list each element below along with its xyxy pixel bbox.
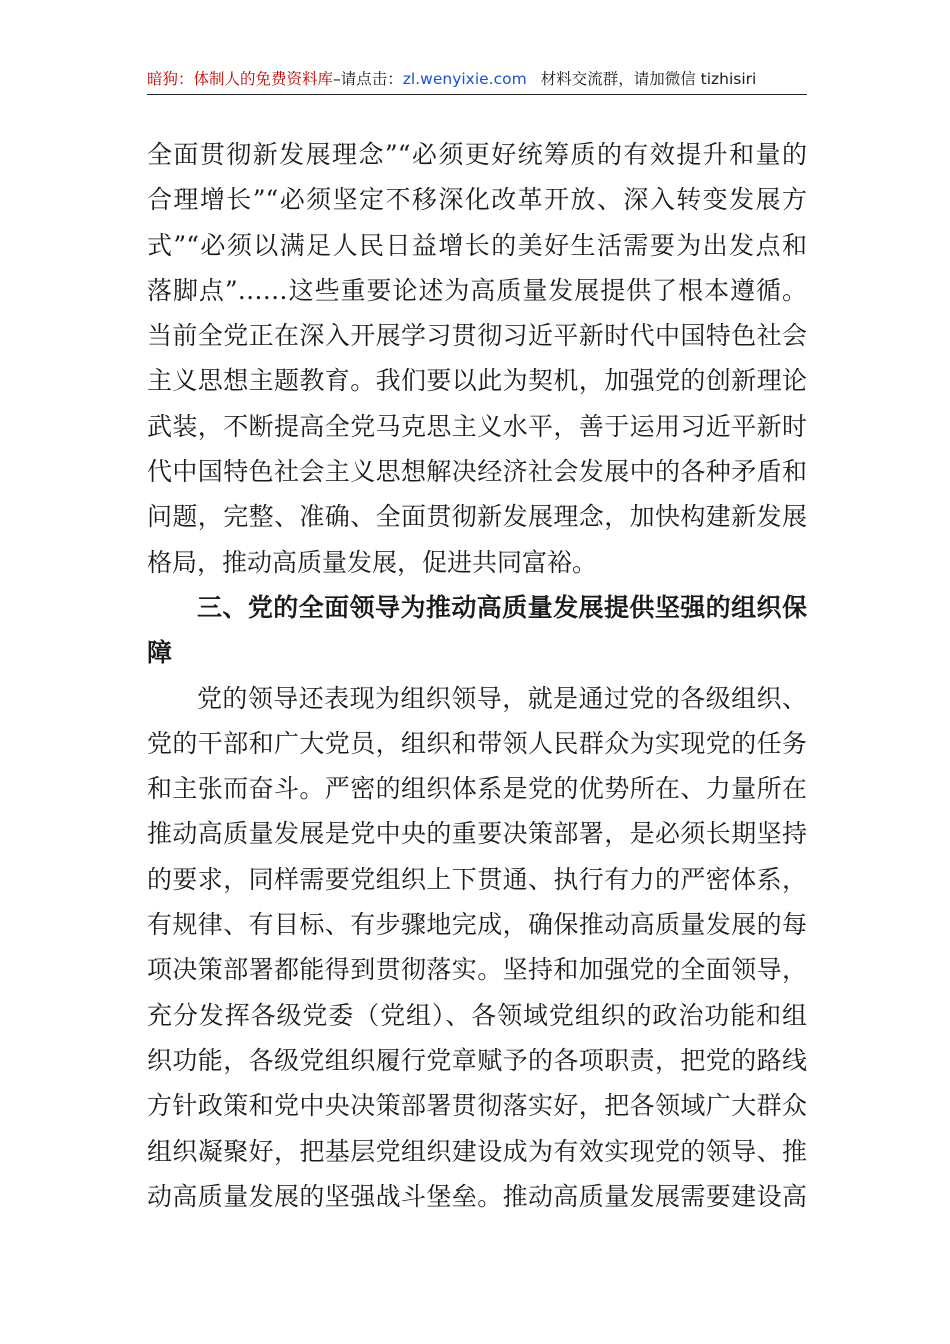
text-line: 有规律、有目标、有步骤地完成，确保推动高质量发展的每: [147, 910, 807, 940]
heading-line: 障: [147, 638, 173, 668]
text-line: 和主张而奋斗。严密的组织体系是党的优势所在、力量所在: [147, 774, 807, 804]
paragraph-2: [147, 676, 807, 1220]
text-line: 动高质量发展的坚强战斗堡垒。推动高质量发展需要建设高: [147, 1181, 807, 1211]
text-line: 的要求，同样需要党组织上下贯通、执行有力的严密体系，: [147, 864, 807, 894]
heading-line: 三、党的全面领导为推动高质量发展提供坚强的组织保: [197, 592, 807, 622]
text-line: 推动高质量发展是党中央的重要决策部署，是必须长期坚持: [147, 819, 807, 849]
header-brand: 暗狗：体制人的免费资料库: [147, 70, 334, 88]
text-line: 组织凝聚好，把基层党组织建设成为有效实现党的领导、推: [147, 1136, 807, 1166]
header-url-link[interactable]: zl.wenyixie.com: [402, 70, 527, 88]
text-line: 党的干部和广大党员，组织和带领人民群众为实现党的任务: [147, 728, 807, 758]
document-body: [147, 132, 807, 1219]
text-line: 主义思想主题教育。我们要以此为契机，加强党的创新理论: [147, 366, 807, 396]
header-group-info: 材料交流群，请加微信 tizhisiri: [540, 70, 757, 88]
text-line: 充分发挥各级党委（党组）、各领域党组织的政治功能和组: [147, 1000, 807, 1030]
text-line: 式”“必须以满足人民日益增长的美好生活需要为出发点和: [147, 230, 807, 260]
text-line: 党的领导还表现为组织领导，就是通过党的各级组织、: [197, 683, 807, 713]
text-line: 代中国特色社会主义思想解决经济社会发展中的各种矛盾和: [147, 457, 807, 487]
text-line: 当前全党正在深入开展学习贯彻习近平新时代中国特色社会: [147, 321, 807, 351]
header-prompt: –请点击：: [333, 70, 403, 88]
text-line: 全面贯彻新发展理念”“必须更好统筹质的有效提升和量的: [147, 140, 807, 169]
paragraph-1: [147, 132, 807, 585]
page-header: [147, 64, 807, 95]
text-line: 格局，推动高质量发展，促进共同富裕。: [147, 547, 598, 577]
text-line: 问题，完整、准确、全面贯彻新发展理念，加快构建新发展: [147, 502, 807, 532]
text-line: 织功能，各级党组织履行党章赋予的各项职责，把党的路线: [147, 1045, 807, 1075]
text-line: 武装，不断提高全党马克思主义水平，善于运用习近平新时: [147, 411, 807, 441]
section-heading: [147, 585, 807, 676]
text-line: 合理增长”“必须坚定不移深化改革开放、深入转变发展方: [147, 185, 807, 215]
text-line: 项决策部署都能得到贯彻落实。坚持和加强党的全面领导，: [147, 955, 807, 985]
text-line: 落脚点”……这些重要论述为高质量发展提供了根本遵循。: [147, 275, 807, 305]
text-line: 方针政策和党中央决策部署贯彻落实好，把各领域广大群众: [147, 1091, 807, 1121]
